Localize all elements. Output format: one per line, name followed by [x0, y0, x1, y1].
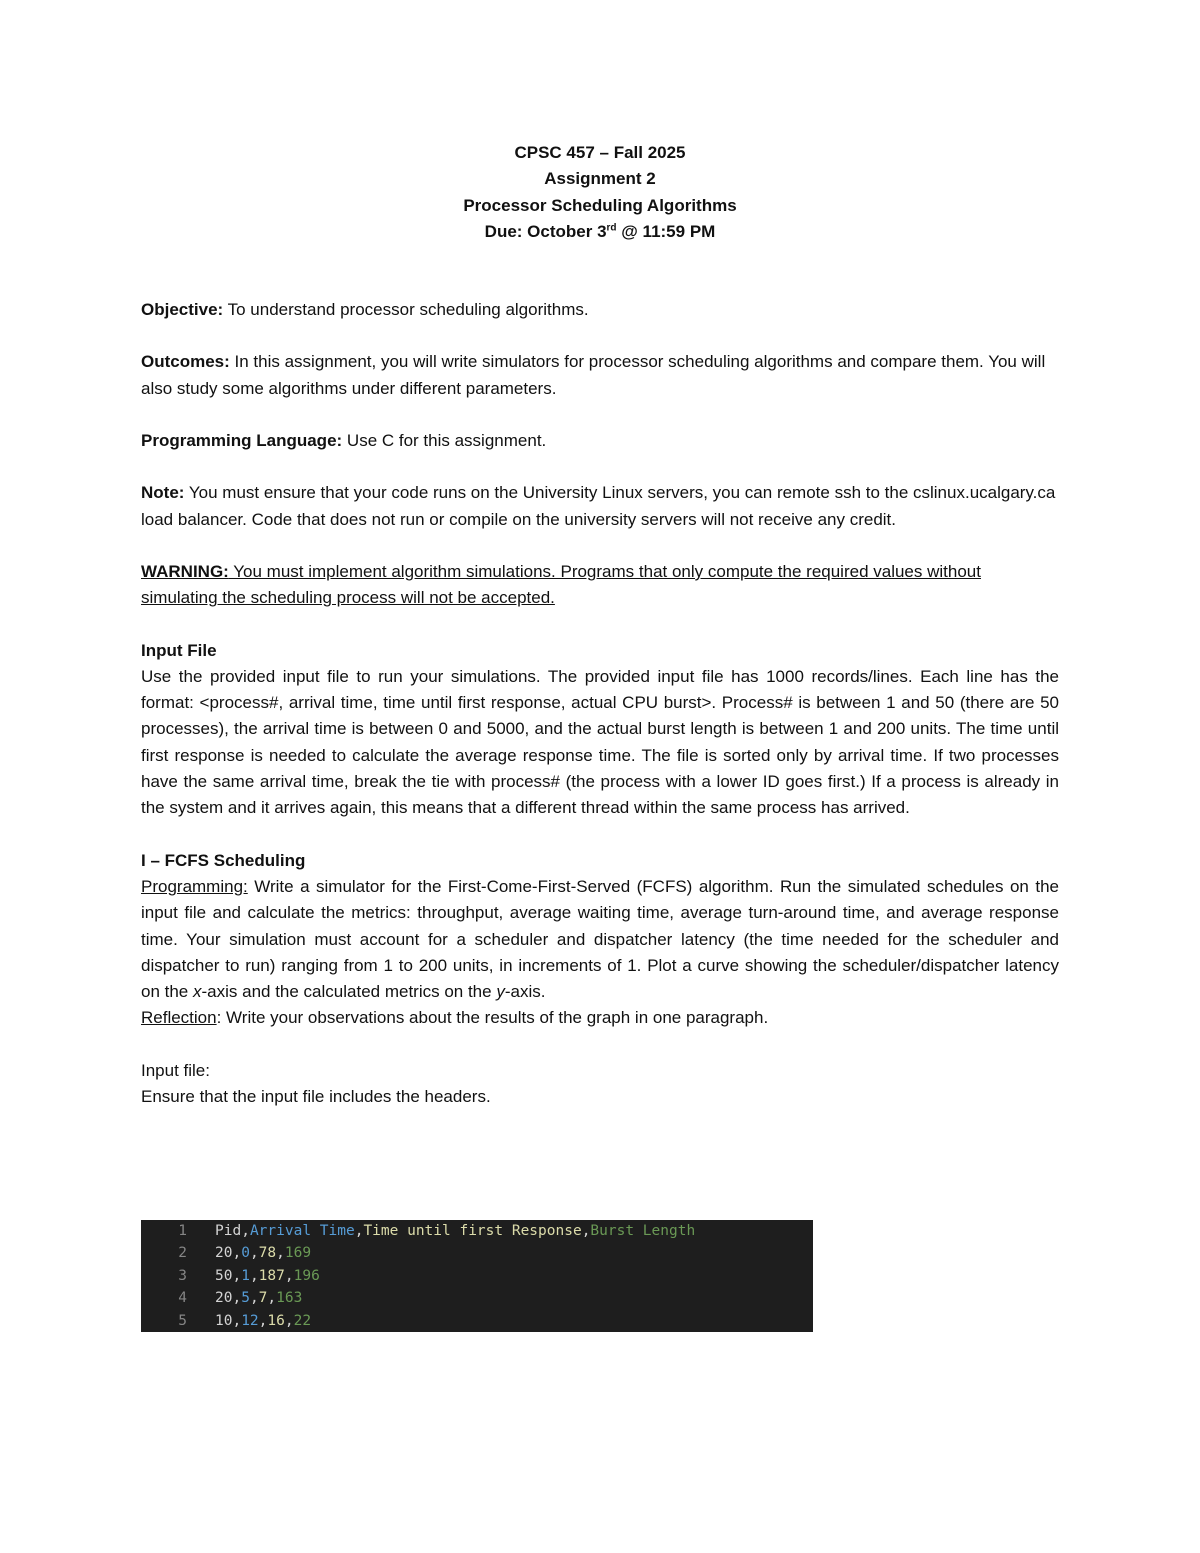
input-file-note — [141, 1058, 1059, 1111]
code-col-pid: 50 — [215, 1267, 233, 1284]
language-paragraph — [141, 428, 1059, 454]
note-text: You must ensure that your code runs on the University Linux servers, you can remote ssh to the cslinux.ucalgary.ca load balancer. Code that does not run or compile on the university servers will not receive any credit. — [141, 483, 1056, 529]
code-col-response: Time until first Response — [363, 1223, 582, 1239]
code-comma: , — [267, 1290, 277, 1307]
input-file-text: Use the provided input file to run your simulations. The provided input file has 1000 records/lines. Each line has the format: <process#, arrival time, time until first response, actual CPU burst>. Process# is between 1 and 50 (there are 50 processes), the arrival time is between 0 and 5000, and the actual burst length is between 1 and 200 units. The time until first response is needed to calculate the average response time. The file is sorted only by arrival time. If two processes have the same arrival time, break the tie with process# (the process with a lower ID goes first.) If a process is already in the system and it arrives again, this means that a different thread within the same process has arrived. — [141, 666, 1059, 818]
line-number: 2 — [178, 1245, 187, 1262]
code-col-response: 16 — [267, 1312, 285, 1329]
note-label: Note: — [141, 483, 185, 503]
code-col-pid: 10 — [215, 1312, 233, 1329]
fcfs-heading: I – FCFS Scheduling — [141, 850, 306, 870]
line-number: 1 — [178, 1223, 187, 1239]
code-col-burst: Burst Length — [590, 1223, 696, 1239]
outcomes-text: In this assignment, you will write simulators for processor scheduling algorithms and compare them. You will also study some algorithms under different parameters. — [141, 352, 1046, 398]
input-file-note-line1: Input file: — [141, 1060, 210, 1080]
code-col-burst: 22 — [293, 1312, 312, 1329]
code-comma: , — [276, 1245, 285, 1262]
code-line — [141, 1287, 813, 1309]
code-comma: , — [249, 1267, 259, 1284]
code-col-arrival: 5 — [241, 1290, 250, 1307]
code-col-response: 7 — [258, 1290, 268, 1307]
objective-paragraph — [141, 297, 1059, 323]
line-number: 5 — [178, 1312, 187, 1329]
fcfs-x-variable: x — [193, 982, 202, 1002]
code-comma: , — [232, 1267, 242, 1284]
code-col-arrival: 12 — [241, 1312, 259, 1329]
code-line — [141, 1220, 813, 1242]
topic-title: Processor Scheduling Algorithms — [463, 195, 737, 215]
code-col-burst: 163 — [276, 1290, 303, 1307]
warning-label: WARNING: — [141, 561, 229, 581]
fcfs-programming-text-1: Write a simulator for the First-Come-First-Served (FCFS) algorithm. Run the simulated schedules on the input file and calculate the metrics: throughput, average waiting time, average turn-around time, and average response time. Your simulation must account for a scheduler and dispatcher latency (the time needed for the scheduler and dispatcher to run) ranging from 1 to 200 units, in increments of 1. Plot a curve showing the scheduler/dispatcher latency on the — [141, 876, 1059, 1002]
code-col-pid: Pid — [215, 1223, 242, 1239]
code-col-burst: 196 — [293, 1267, 320, 1284]
fcfs-programming-label: Programming: — [141, 876, 248, 896]
code-comma: , — [232, 1312, 242, 1329]
title-block — [141, 140, 1059, 245]
code-line — [141, 1242, 813, 1264]
outcomes-label: Outcomes: — [141, 352, 230, 372]
code-col-burst: 169 — [284, 1245, 312, 1262]
code-comma: , — [284, 1312, 294, 1329]
input-file-heading: Input File — [141, 640, 217, 660]
fcfs-reflection-text: : Write your observations about the results of the graph in one paragraph. — [216, 1008, 769, 1028]
fcfs-programming-text-2: -axis and the calculated metrics on the — [201, 982, 497, 1002]
outcomes-paragraph — [141, 349, 1059, 402]
warning-paragraph — [141, 559, 1059, 612]
input-file-note-line2: Ensure that the input file includes the headers. — [141, 1087, 491, 1107]
objective-text: To understand processor scheduling algorithms. — [223, 300, 589, 320]
code-comma: , — [581, 1223, 591, 1239]
code-col-arrival: Arrival Time — [249, 1223, 355, 1239]
fcfs-y-variable: y — [496, 982, 505, 1002]
code-comma: , — [232, 1290, 242, 1307]
due-ordinal: rd — [606, 222, 617, 234]
code-snippet — [141, 1220, 813, 1332]
due-time: @ 11:59 PM — [616, 221, 716, 241]
code-line — [141, 1265, 813, 1287]
language-label: Programming Language: — [141, 431, 343, 451]
code-col-response: 187 — [258, 1267, 285, 1284]
fcfs-programming-text-3: -axis. — [504, 982, 546, 1002]
language-text: Use C for this assignment. — [342, 431, 547, 451]
code-comma: , — [241, 1223, 250, 1239]
code-comma: , — [249, 1290, 259, 1307]
code-comma: , — [258, 1312, 268, 1329]
code-line — [141, 1310, 813, 1332]
code-col-arrival: 0 — [241, 1245, 250, 1262]
code-col-arrival: 1 — [241, 1267, 250, 1284]
line-number: 3 — [178, 1267, 187, 1284]
fcfs-section — [141, 848, 1059, 1032]
code-col-pid: 20 — [215, 1290, 233, 1307]
due-prefix: Due: October 3 — [484, 221, 607, 241]
due-date — [141, 219, 1059, 245]
fcfs-reflection-label: Reflection — [141, 1008, 217, 1028]
code-comma: , — [232, 1245, 242, 1262]
assignment-title: Assignment 2 — [544, 169, 656, 189]
code-comma: , — [249, 1245, 259, 1262]
line-number: 4 — [178, 1290, 187, 1307]
code-comma: , — [284, 1267, 294, 1284]
code-comma: , — [354, 1223, 364, 1239]
document-page — [141, 140, 1059, 1110]
course-title: CPSC 457 – Fall 2025 — [514, 143, 686, 162]
note-paragraph — [141, 480, 1059, 533]
input-file-section — [141, 638, 1059, 822]
code-col-pid: 20 — [215, 1245, 233, 1262]
objective-label: Objective: — [141, 300, 224, 320]
warning-text: You must implement algorithm simulations. Programs that only compute the required values without simulating the scheduling process will not be accepted. — [141, 561, 981, 608]
code-col-response: 78 — [258, 1245, 277, 1262]
